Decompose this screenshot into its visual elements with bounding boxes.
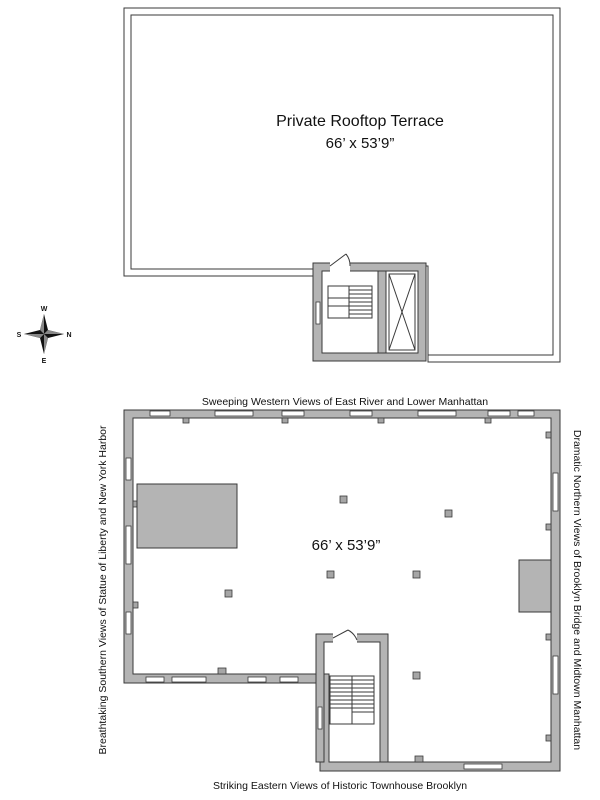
compass-top-label: W bbox=[40, 306, 48, 313]
window-left-3 bbox=[126, 612, 131, 634]
bulkhead-walls bbox=[313, 263, 426, 361]
rooftop-terrace bbox=[124, 8, 560, 362]
window-bottom-3 bbox=[248, 677, 266, 682]
window-top-6 bbox=[488, 411, 510, 416]
view-caption-top: Sweeping Western Views of East River and Lower Manhattan bbox=[201, 396, 489, 408]
window-top-7 bbox=[518, 411, 534, 416]
terrace-outer-outline bbox=[124, 8, 560, 362]
window-bottom-1 bbox=[146, 677, 164, 682]
interior-columns bbox=[225, 496, 452, 679]
wall-pilasters bbox=[133, 418, 551, 762]
chimney-breast bbox=[519, 560, 551, 612]
compass-left-label: S bbox=[16, 332, 22, 339]
compass-rose bbox=[17, 306, 72, 365]
window-top-3 bbox=[282, 411, 304, 416]
window-left-2 bbox=[126, 526, 131, 564]
main-stair bbox=[330, 676, 374, 724]
bulkhead-divider bbox=[378, 271, 386, 353]
bulkhead-window bbox=[316, 302, 320, 324]
main-floor-dimensions: 66’ x 53’9” bbox=[311, 537, 381, 554]
rooftop-stair bbox=[328, 286, 372, 318]
window-bottom-5 bbox=[464, 764, 502, 769]
window-right-2 bbox=[553, 656, 558, 694]
window-bottom-2 bbox=[172, 677, 206, 682]
window-right-1 bbox=[553, 473, 558, 511]
window-top-1 bbox=[150, 411, 170, 416]
main-floor bbox=[124, 410, 560, 771]
window-top-4 bbox=[350, 411, 372, 416]
rooftop-bulkhead bbox=[313, 254, 426, 361]
fireplace-block bbox=[137, 484, 237, 548]
view-caption-left: Breathtaking Southern Views of Statue of Liberty and New York Harbor bbox=[97, 425, 109, 755]
stair-window bbox=[318, 707, 322, 729]
rooftop-title: Private Rooftop Terrace bbox=[276, 113, 444, 130]
main-floor-walls bbox=[124, 410, 560, 771]
window-top-2 bbox=[215, 411, 253, 416]
terrace-inner-outline bbox=[131, 15, 553, 355]
window-left-1 bbox=[126, 458, 131, 480]
view-caption-right: Dramatic Northern Views of Brooklyn Bridge and Midtown Manhattan bbox=[571, 429, 583, 751]
rooftop-dimensions: 66’ x 53’9” bbox=[325, 135, 395, 152]
compass-bottom-label: E bbox=[41, 358, 47, 365]
window-top-5 bbox=[418, 411, 456, 416]
view-caption-bottom: Striking Eastern Views of Historic Townhouse Brooklyn bbox=[212, 780, 468, 792]
compass-right-label: N bbox=[66, 332, 72, 339]
window-bottom-4 bbox=[280, 677, 298, 682]
